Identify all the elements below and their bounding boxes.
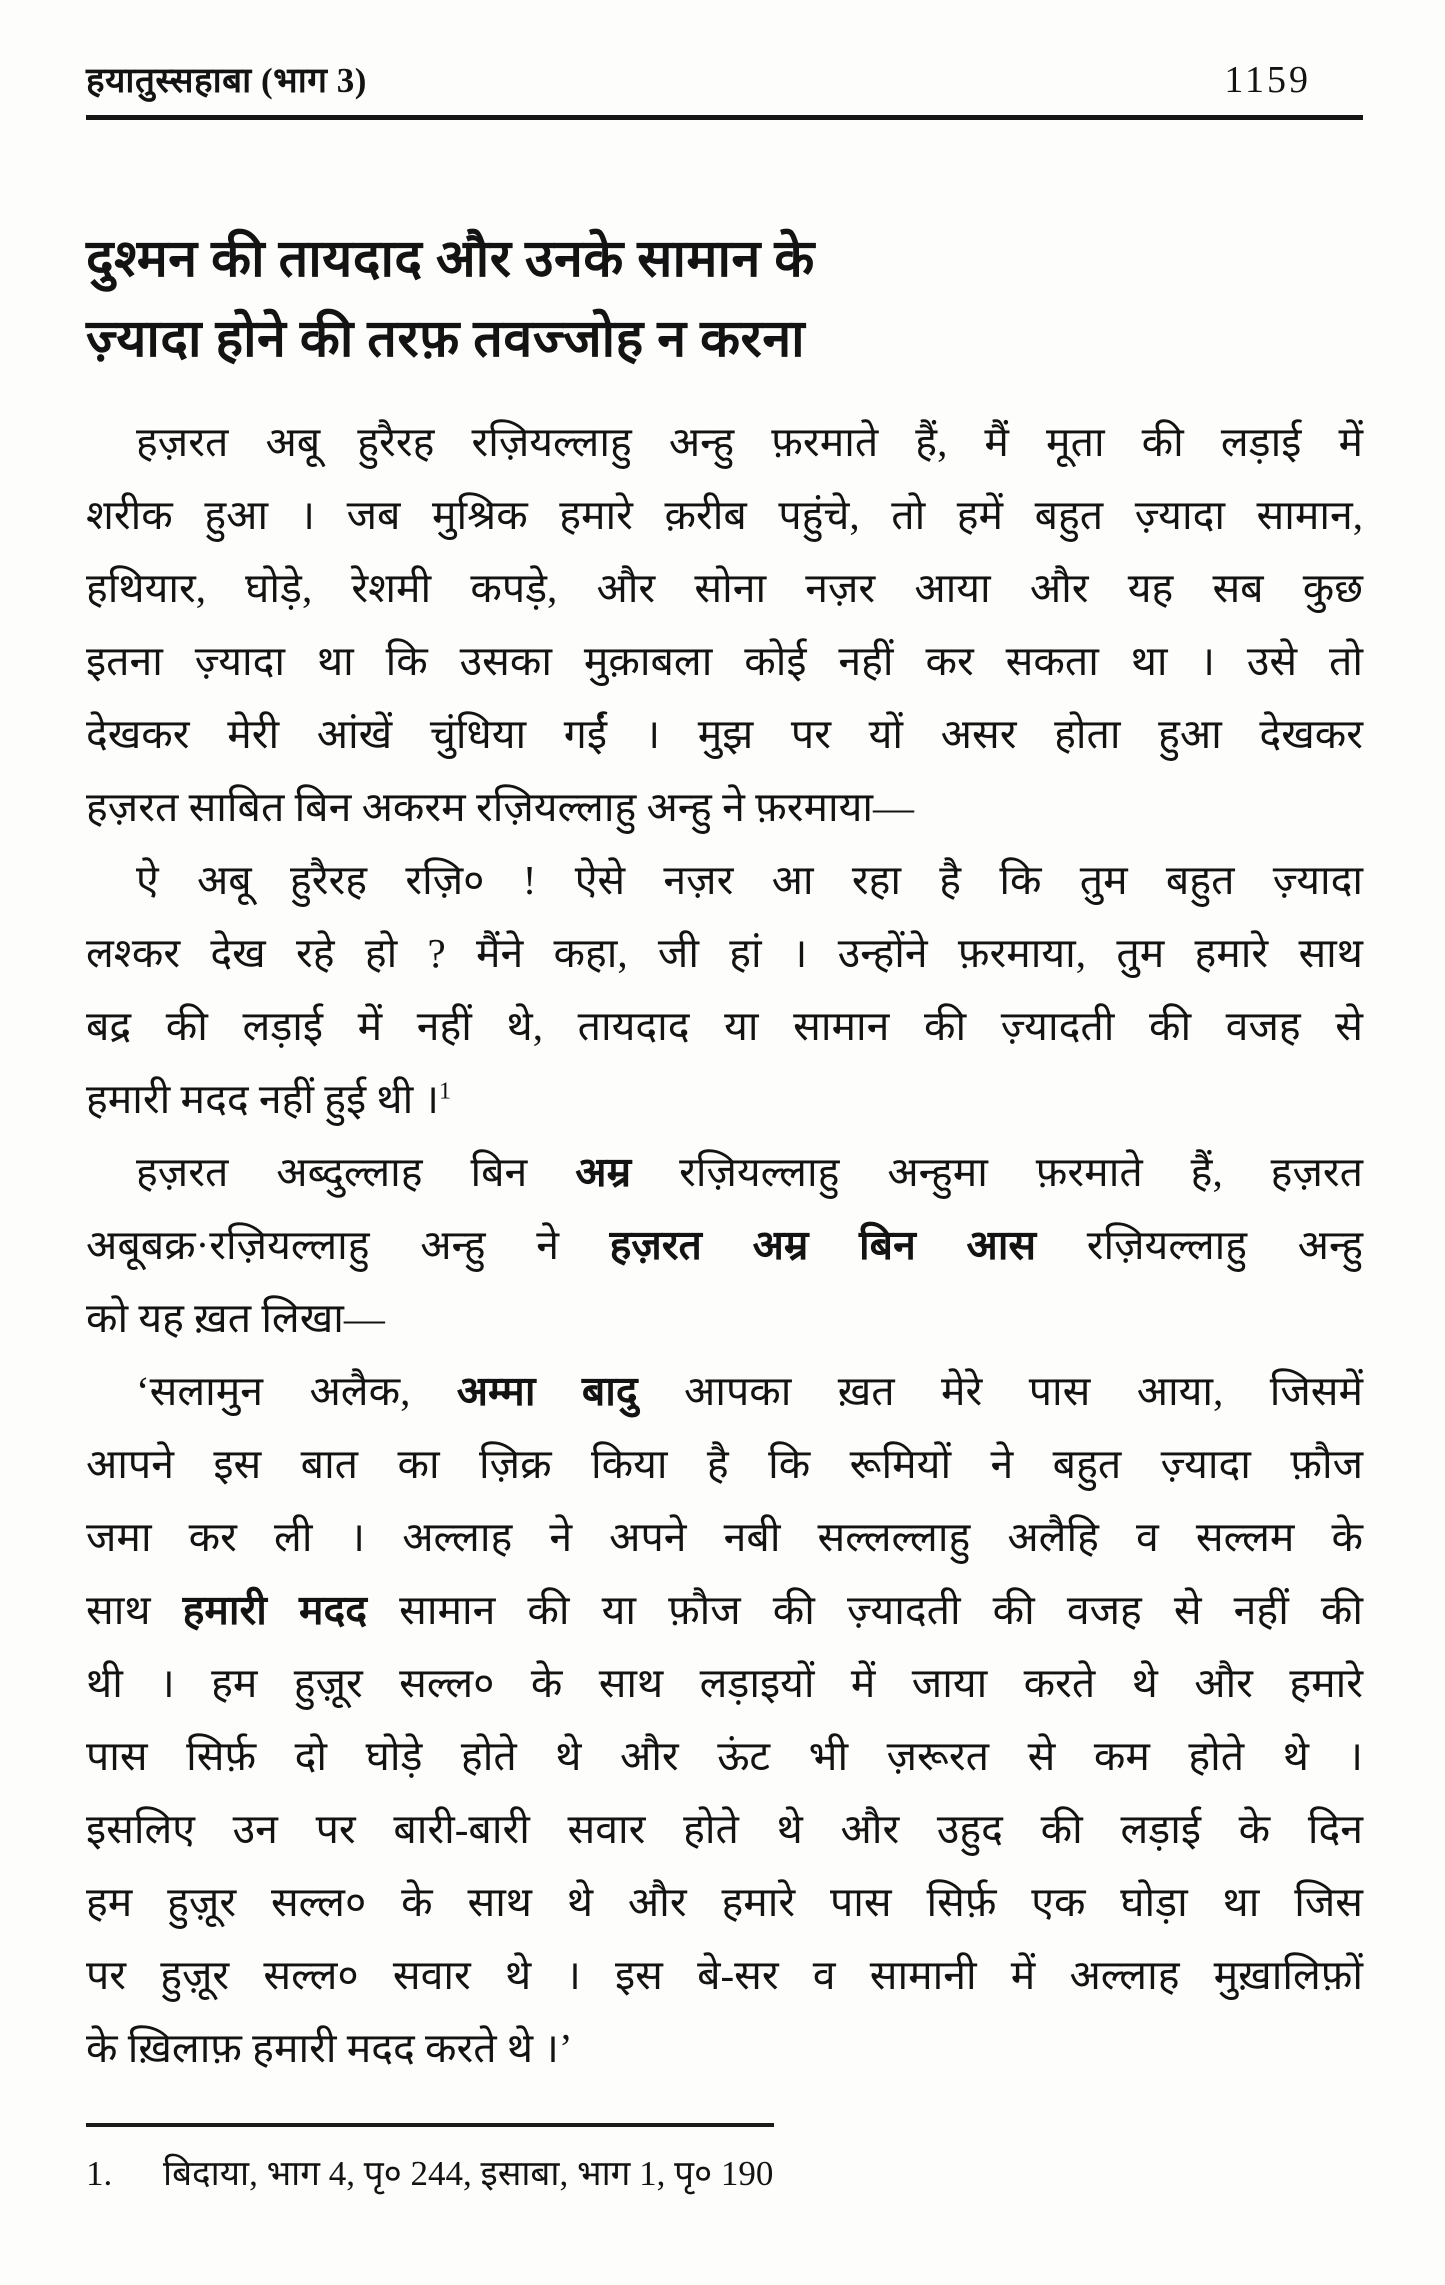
text-segment: पर हुज़ूर सल्ल० सवार थे । इस बे-सर व सामानी में अल्लाह मुख़ालिफ़ों: [86, 1952, 1363, 1998]
text-line: [86, 1136, 1363, 1209]
text-segment: बद्र की लड़ाई में नहीं थे, तायदाद या सामान की ज़्यादती की वजह से: [86, 1003, 1363, 1049]
text-segment: हज़रत अब्दुल्लाह बिन: [136, 1149, 576, 1195]
paragraphs-container: [86, 406, 1363, 2085]
text-line: [86, 1428, 1363, 1501]
book-title: हयातुस्सहाबा (भाग 3): [86, 61, 367, 100]
text-line: [86, 1866, 1363, 1939]
page-number: 1159: [1224, 59, 1311, 101]
text-segment: शरीक हुआ । जब मुश्रिक हमारे क़रीब पहुंचे, तो हमें बहुत ज़्यादा सामान,: [86, 492, 1363, 538]
text-segment: हज़रत अबू हुरैरह रज़ियल्लाहु अन्हु फ़रमाते हैं, मैं मूता की लड़ाई में: [136, 419, 1363, 465]
text-segment: इतना ज़्यादा था कि उसका मुक़ाबला कोई नहीं कर सकता था । उसे तो: [86, 638, 1363, 684]
text-line: [86, 479, 1363, 552]
text-line: [86, 1793, 1363, 1866]
text-segment: देखकर मेरी आंखें चुंधिया गईं । मुझ पर यों असर होता हुआ देखकर: [86, 711, 1363, 757]
text-line: [86, 917, 1363, 990]
text-segment: थी । हम हुज़ूर सल्ल० के साथ लड़ाइयों में जाया करते थे और हमारे: [86, 1660, 1363, 1706]
text-line: [86, 1720, 1363, 1793]
footnote-text: बिदाया, भाग 4, पृ० 244, इसाबा, भाग 1, पृ० 190: [163, 2154, 774, 2193]
text-line: [86, 552, 1363, 625]
text-segment: लश्कर देख रहे हो ? मैंने कहा, जी हां । उन्होंने फ़रमाया, तुम हमारे साथ: [86, 930, 1363, 976]
para-abu-hurairah: [86, 406, 1363, 844]
text-line: [86, 771, 1363, 844]
text-line: [86, 1355, 1363, 1428]
text-line: [86, 1209, 1363, 1282]
section-heading: [86, 220, 1363, 380]
text-segment: आपका ख़त मेरे पास आया, जिसमें: [637, 1368, 1363, 1414]
section-heading-line-1: दुश्मन की तायदाद और उनके सामान के: [86, 231, 815, 288]
text-line: [86, 1647, 1363, 1720]
para-letter-text: [86, 1355, 1363, 2085]
para-sabit-bin-akram-quote: [86, 844, 1363, 1136]
text-segment: रज़ियल्लाहु अन्हुमा फ़रमाते हैं, हज़रत: [631, 1149, 1364, 1195]
footnote: [86, 2149, 1363, 2196]
text-line: [86, 1282, 1363, 1355]
section-heading-line-2: ज़्यादा होने की तरफ़ तवज्जोह न करना: [86, 311, 806, 368]
text-segment: हम हुज़ूर सल्ल० के साथ थे और हमारे पास सिर्फ़ एक घोड़ा था जिस: [86, 1879, 1363, 1925]
text-line: [86, 1501, 1363, 1574]
text-segment: को यह ख़त लिखा—: [86, 1295, 385, 1341]
text-segment: ‘सलामुन अलैक,: [136, 1368, 457, 1414]
text-line: [86, 990, 1363, 1063]
text-segment: हमारी मदद नहीं हुई थी ।: [86, 1076, 440, 1122]
bold-text-segment: अम्मा बादु: [456, 1368, 638, 1414]
bold-text-segment: हज़रत अम्र बिन आस: [609, 1222, 1037, 1268]
text-segment: ऐ अबू हुरैरह रज़ि० ! ऐसे नज़र आ रहा है कि तुम बहुत ज़्यादा: [136, 857, 1363, 903]
footnote-rule: [86, 2123, 774, 2127]
text-line: [86, 625, 1363, 698]
text-segment: जमा कर ली । अल्लाह ने अपने नबी सल्लल्लाहु अलैहि व सल्लम के: [86, 1514, 1363, 1560]
text-segment: इसलिए उन पर बारी-बारी सवार होते थे और उहुद की लड़ाई के दिन: [86, 1806, 1363, 1852]
text-segment: हथियार, घोड़े, रेशमी कपड़े, और सोना नज़र आया और यह सब कुछ: [86, 565, 1363, 611]
text-line: [86, 698, 1363, 771]
footnote-marker: 1.: [86, 2154, 113, 2193]
text-segment: के ख़िलाफ़ हमारी मदद करते थे ।’: [86, 2025, 573, 2071]
text-line: [86, 2012, 1363, 2085]
header-rule: [86, 115, 1363, 120]
text-segment: आपने इस बात का ज़िक्र किया है कि रूमियों ने बहुत ज़्यादा फ़ौज: [86, 1441, 1363, 1487]
text-segment: साथ: [86, 1587, 183, 1633]
bold-text-segment: अम्र: [575, 1149, 632, 1195]
text-line: [86, 406, 1363, 479]
text-line: [86, 1574, 1363, 1647]
text-segment: पास सिर्फ़ दो घोड़े होते थे और ऊंट भी ज़रूरत से कम होते थे ।: [86, 1733, 1363, 1779]
text-line: [86, 1063, 1363, 1136]
text-line: [86, 844, 1363, 917]
text-segment: सामान की या फ़ौज की ज़्यादती की वजह से नहीं की: [367, 1587, 1363, 1633]
text-line: [86, 1939, 1363, 2012]
text-segment: रज़ियल्लाहु अन्हु: [1036, 1222, 1363, 1268]
footnote-reference: 1: [439, 1078, 452, 1105]
bold-text-segment: हमारी मदद: [182, 1587, 368, 1633]
page-header: [86, 56, 1363, 103]
text-segment: अबूबक्र·रज़ियल्लाहु अन्हु ने: [86, 1222, 610, 1268]
text-segment: हज़रत साबित बिन अकरम रज़ियल्लाहु अन्हु ने फ़रमाया—: [86, 784, 914, 830]
para-abdullah-bin-amr: [86, 1136, 1363, 1355]
